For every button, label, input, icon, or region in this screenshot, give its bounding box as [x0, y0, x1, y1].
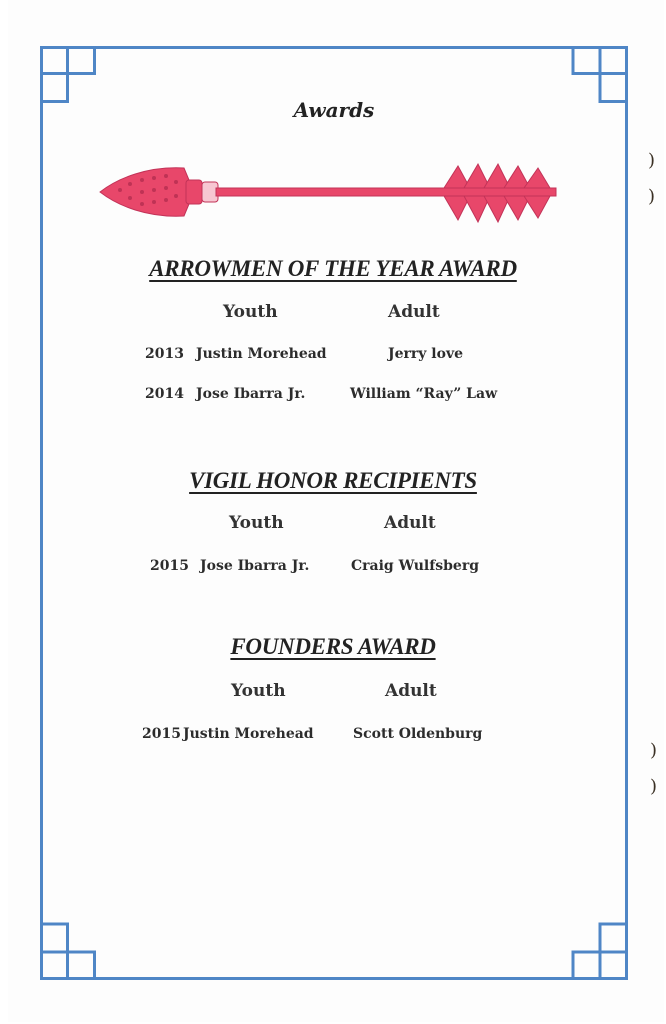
column-header-adult: Adult — [384, 513, 436, 533]
youth-recipient: Jose Ibarra Jr. — [196, 386, 306, 402]
column-header-youth: Youth — [229, 513, 284, 533]
adult-recipient: Scott Oldenburg — [353, 726, 483, 742]
youth-recipient: Justin Morehead — [196, 346, 327, 362]
column-header-adult: Adult — [385, 681, 437, 701]
award-year: 2015 — [150, 558, 189, 574]
column-header-adult: Adult — [388, 302, 440, 322]
column-header-youth: Youth — [231, 681, 286, 701]
section-heading: FOUNDERS AWARD — [230, 634, 436, 659]
arrow-emblem-icon — [98, 160, 564, 226]
binding-mark: ) — [650, 740, 658, 761]
column-header-youth: Youth — [223, 302, 278, 322]
award-year: 2015 — [142, 726, 181, 742]
corner-ornament-icon — [570, 46, 628, 104]
adult-recipient: Jerry love — [388, 346, 463, 362]
youth-recipient: Justin Morehead — [183, 726, 314, 742]
binding-mark: ) — [648, 186, 656, 207]
page-title: Awards — [293, 98, 375, 122]
award-year: 2013 — [145, 346, 184, 362]
corner-ornament-icon — [40, 922, 98, 980]
corner-ornament-icon — [40, 46, 98, 104]
adult-recipient: William “Ray” Law — [350, 386, 498, 402]
corner-ornament-icon — [570, 922, 628, 980]
award-year: 2014 — [145, 386, 184, 402]
youth-recipient: Jose Ibarra Jr. — [200, 558, 310, 574]
adult-recipient: Craig Wulfsberg — [351, 558, 479, 574]
binding-mark: ) — [648, 150, 656, 171]
binding-mark: ) — [650, 776, 658, 797]
section-heading: ARROWMEN OF THE YEAR AWARD — [149, 256, 517, 281]
section-heading: VIGIL HONOR RECIPIENTS — [189, 468, 477, 493]
